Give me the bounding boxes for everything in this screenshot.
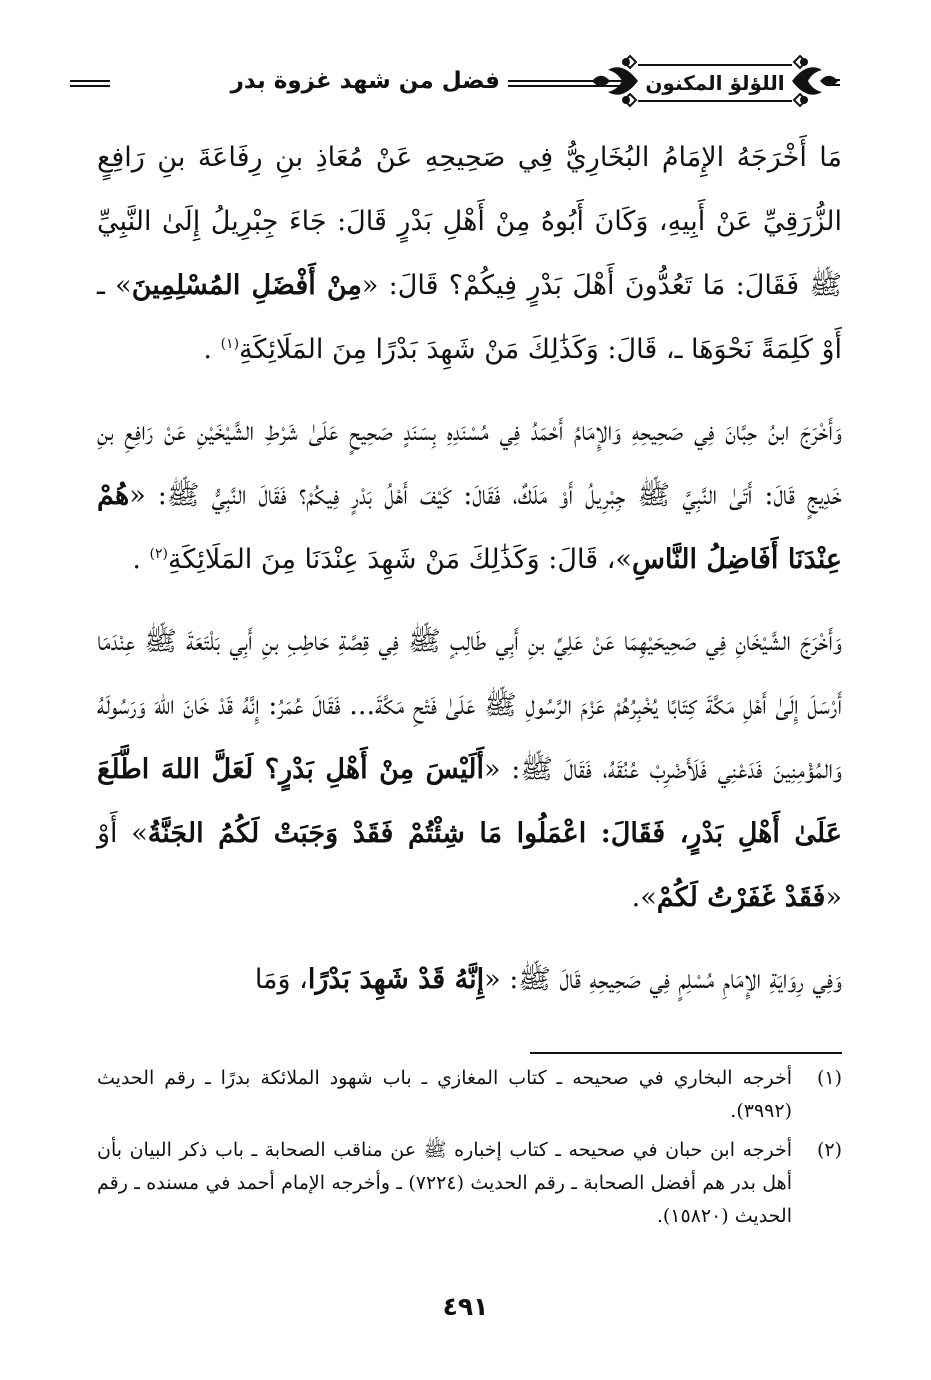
footnote-separator [530, 1052, 842, 1054]
paragraph-ibn-hibban [97, 400, 842, 592]
page-number: ٤٩١ [442, 1292, 489, 1321]
footnote-text: أخرجه ابن حبان في صحيحه ـ كتاب إخباره ﷺ عن مناقب الصحابة ـ باب ذكر البيان بأن أهل بدر هم أفضل الصحابة ـ رقم الحديث (٧٢٢٤) ـ وأخرجه الإمام أحمد في مسنده ـ رقم الحديث (١٥٨٢٠). [97, 1139, 792, 1227]
paragraph-text: مَا أَخْرَجَهُ الإِمَامُ البُخَارِيُّ فِي صَحِيحِهِ عَنْ مُعَاذِ بنِ رِفَاعَةَ بنِ رَافِعٍ الزُّرَقِيِّ عَنْ أَبِيهِ، وَكَانَ أَبُوهُ مِنْ أَهْلِ بَدْرٍ قَالَ: جَاءَ جِبْرِيلُ إِلَىٰ النَّبِيِّ ﷺ فَقَالَ: مَا تَعُدُّونَ أَهْلَ بَدْرٍ فِيكُمْ؟ قَالَ: « [97, 142, 843, 301]
header-rule-left [70, 80, 110, 82]
paragraph-text: وَأَخْرَجَ ابنُ حِبَّانَ فِي صَحِيحِهِ وَالإِمَامُ أَحْمَدُ فِي مُسْنَدِهِ بِسَنَدٍ صَحِيحٍ عَلَىٰ شَرْطِ الشَّيْخَيْنِ عَنْ رَافِعِ بنِ خَدِيجٍ قَالَ: أَتَىٰ النَّبِيَّ ﷺ جِبْرِيلُ أَوْ مَلَكٌ، فَقَالَ: كَيْفَ أَهْلُ بَدْرٍ فِيكُمْ؟ فَقَالَ النَّبِيُّ ﷺ: « [97, 416, 842, 511]
paragraph-shaykhayn [97, 610, 842, 930]
paragraph-text: وَفِي رِوَايَةِ الإِمَامِ مُسْلِمٍ فِي صَحِيحِهِ قَالَ ﷺ: « [484, 964, 842, 995]
paragraph-text: وَأَخْرَجَ الشَّيْخَانِ فِي صَحِيحَيْهِمَا عَنْ عَلِيِّ بنِ أَبِي طَالِبٍ ﷺ فِي قِصَّةِ حَاطِبِ بنِ أَبِي بَلْتَعَةَ ﷺ عِنْدَمَا أَرْسَلَ إِلَىٰ أَهْلِ مَكَّةَ كِتَابًا يُخْبِرُهُمْ عَزْمَ الرَّسُولِ ﷺ عَلَىٰ فَتْحِ مَكَّةَ... فَقَالَ عُمَرُ: إِنَّهُ قَدْ خَانَ اللهَ وَرَسُولَهُ وَالمُؤْمِنِينَ فَدَعْنِي فَلَأَضْرِبْ عُنُقَهُ، فَقَالَ ﷺ: « [97, 626, 842, 785]
footnote-ref[interactable]: (١) [220, 336, 240, 352]
paragraph-text: . [132, 544, 150, 575]
paragraph-text: »، قَالَ: وَكَذَٰلِكَ مَنْ شَهِدَ عِنْدَنَا مِنَ المَلَائِكَةِ [167, 544, 632, 575]
footnote-ref[interactable]: (٢) [149, 546, 168, 562]
body-text [97, 126, 842, 1030]
footnote-text: أخرجه البخاري في صحيحه ـ كتاب المغازي ـ باب شهود الملائكة بدرًا ـ رقم الحديث (٣٩٩٢). [97, 1067, 792, 1122]
footnote-number: (١) [816, 1067, 842, 1089]
page-header [70, 50, 860, 112]
footnote-2 [97, 1134, 842, 1233]
paragraph-text: » ـ أَوْ كَلِمَةً نَحْوَهَا ـ، قَالَ: وَكَذَٰلِكَ مَنْ شَهِدَ بَدْرًا مِنَ المَلَائِكَةِ [97, 270, 842, 365]
paragraph-muslim [97, 948, 842, 1012]
footnote-1 [97, 1062, 842, 1128]
footnotes [97, 1062, 842, 1239]
paragraph-text: ». [631, 882, 657, 913]
paragraph-bukhari [97, 126, 842, 382]
book-title-cartouche [590, 50, 840, 112]
footnote-number: (٢) [816, 1139, 842, 1161]
hadith-quote: مِنْ أَفْضَلِ المُسْلِمِينَ [131, 270, 362, 301]
paragraph-text: » أَوْ « [97, 818, 842, 913]
hadith-quote: هُمْ عِنْدَنَا أَفَاضِلُ النَّاسِ [97, 480, 842, 575]
paragraph-text: . [203, 334, 221, 365]
book-title: اللؤلؤ المكنون [638, 64, 792, 102]
hadith-quote: إِنَّهُ قَدْ شَهِدَ بَدْرًا [307, 964, 485, 995]
paragraph-text: ، وَمَا [254, 964, 308, 995]
hadith-quote: أَلَيْسَ مِنْ أَهْلِ بَدْرٍ؟ لَعَلَّ اللهَ اطَّلَعَ عَلَىٰ أَهْلِ بَدْرٍ، فَقَالَ: اعْمَلُوا مَا شِئْتُمْ فَقَدْ وَجَبَتْ لَكُمُ الجَنَّةُ [97, 754, 842, 849]
hadith-quote: فَقَدْ غَفَرْتُ لَكُمْ [656, 882, 826, 913]
section-title: فضل من شهد غزوة بدر [230, 68, 500, 94]
header-rule-left-lower [70, 85, 110, 87]
